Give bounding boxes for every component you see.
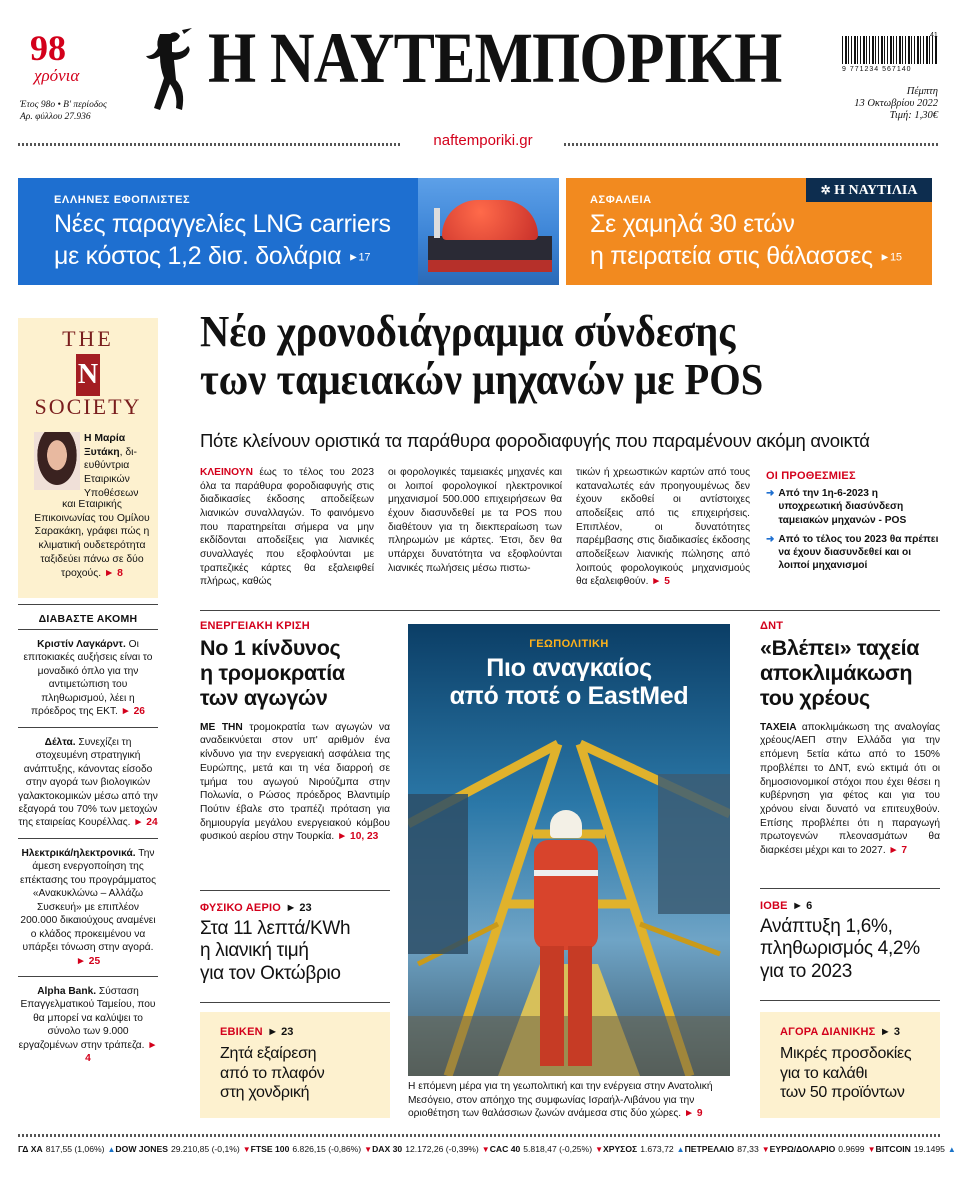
dnt-lead: ΤΑΧΕΙΑ <box>760 721 797 733</box>
triangle-down-icon: ▼ <box>595 1144 603 1154</box>
worker-figure-icon <box>526 810 606 1076</box>
eviken-story <box>200 1012 390 1118</box>
energy-lead: ΜΕ ΤΗΝ <box>200 721 243 733</box>
ticker-name: BITCOIN <box>875 1144 911 1154</box>
issue-number: Αρ. φύλλου 27.936 <box>20 112 91 122</box>
masthead <box>0 0 960 149</box>
read-more-lead: Ηλεκτρικά/ηλεκτρονικά. <box>21 847 136 859</box>
barcode-icon <box>842 36 938 64</box>
issue-day: Πέμπτη <box>906 86 938 97</box>
lead-col2-text: οι φορολογικές ταμειακές μηχανές και οι λοιποί φορολογικοί ηλεκτρονικοί μηχανισμοί 500.000 επιχειρήσεων θα έχουν διασυνδεθεί με τα POS που διαθέτουν για τη διεκπεραίωση των πληρωμών με κάρτες. Έτσι, δεν θα υπάρχει δυνατότητα να εξοφλούνται λιανικές πωλήσεις μέσω πιστω- <box>388 467 562 574</box>
lead-col1-text: έως το τέλος του 2023 όλα τα παράθυρα φοροδιαφυγής στις διαδικασίες έκδοσης αποδείξεων λιανικών συναλλαγών. Το φαινόμενο που παρατηρείται σήμερα να μην εκδίδονται αποδείξεις για λιανικές συναλλαγές που εξοφλούνται με τραπεζικές κάρτες θα εξαλειφθεί πλήρως, καθώς <box>200 467 374 588</box>
society-text-1: , δι- <box>119 446 137 458</box>
lead-column-3 <box>576 466 750 589</box>
banner-left-kicker: ΕΛΛΗΝΕΣ ΕΦΟΠΛΙΣΤΕΣ <box>54 194 191 206</box>
retail-headline-line1: Μικρές προσδοκίες <box>780 1045 912 1062</box>
dnt-story <box>760 620 940 858</box>
shipping-badge-label: Η ΝΑΥΤΙΛΙΑ <box>834 183 918 198</box>
ticker-value: 1.673,72 <box>640 1144 674 1154</box>
website-link[interactable]: naftemporiki.gr <box>408 132 558 149</box>
society-text-2: ευθύντρια <box>84 460 130 472</box>
read-more-page: ► 25 <box>75 955 101 967</box>
society-text-top <box>84 432 156 501</box>
banner-right-kicker: ΑΣΦΑΛΕΙΑ <box>590 194 652 206</box>
eviken-kicker: ΕΒΙΚΕΝ <box>220 1026 263 1038</box>
read-more-page: ► 24 <box>133 817 158 829</box>
anniversary-word: χρόνια <box>34 66 80 85</box>
dnt-headline-line3: του χρέους <box>760 685 870 710</box>
read-more-lead: Alpha Bank. <box>37 985 97 997</box>
energy-headline <box>200 636 390 711</box>
dnt-text: αποκλιμάκωση της αναλογίας χρέους/ΑΕΠ στην Ελλάδα για την επόμενη 5ετία κάτω από το 150% προβλέπει το ΔΝΤ, ενώ εκτιμά ότι οι δημοσιονομικοί στόχοι που έχει θέσει η κυβέρνηση για φέτος και για του χρόνου είναι δυνατό να επιτευχθούν. Επίσης προβλέπει ότι η παραγωγή πρωτογενών πλεονασμάτων θα διαρκέσει μέχρι και το 2027. <box>760 721 940 856</box>
gas-headline-line1: Στα 11 λεπτά/KWh <box>200 918 351 939</box>
issue-year: Έτος 98ο • Β' περίοδος <box>20 100 107 110</box>
ticker-item <box>18 1144 115 1154</box>
ticker-name: DOW JONES <box>115 1144 168 1154</box>
eviken-headline-line1: Ζητά εξαίρεση <box>220 1045 317 1062</box>
energy-headline-line2: η τρομοκρατία <box>200 660 345 685</box>
energy-divider <box>200 890 390 891</box>
photo-caption-text: Η επόμενη μέρα για τη γεωπολιτική και την ενέργεια στην Ανατολική Μεσόγειο, στον απόηχο της συμφωνίας Ισραήλ-Λιβάνου για την οριοθέτηση των θαλάσσιων ζωνών ανάμεσα στις δύο χώρες. <box>408 1081 713 1120</box>
banner-right-line2-text: η πειρατεία στις θάλασσες <box>590 242 873 270</box>
read-more-item[interactable] <box>18 847 158 968</box>
read-more-text: Συνεχίζει τη στοχευμένη στρατηγική ανάπτυξης, κάνοντας είσοδο στην αγορά των βιολογικών γαλακτοκομικών μέσω από την εξαγορά του 70% των μετοχών της εταιρείας Κουρέλλας. <box>18 736 158 829</box>
iobe-story <box>760 896 940 983</box>
ticker-value: 5.818,47 (-0,25%) <box>523 1144 593 1154</box>
triangle-up-icon: ▲ <box>947 1144 956 1154</box>
barcode-number: 9 771234 567140 <box>842 66 912 73</box>
dnt-kicker: ΔΝΤ <box>760 620 784 632</box>
ticker-name: FTSE 100 <box>250 1144 290 1154</box>
ticker-value: 817,55 (1,06%) <box>45 1144 105 1154</box>
read-more-heading: ΔΙΑΒΑΣΤΕ ΑΚΟΜΗ <box>38 613 138 625</box>
retail-story <box>760 1012 940 1118</box>
ticker-value: 87,33 <box>737 1144 759 1154</box>
society-logo-bottom: SOCIETY <box>34 394 142 419</box>
ticker-item <box>876 1144 956 1154</box>
deadlines-box <box>766 470 940 579</box>
energy-story <box>200 620 390 844</box>
society-logo-letter: N <box>76 354 100 396</box>
gas-kicker-row <box>200 898 390 916</box>
triangle-down-icon: ▼ <box>481 1144 490 1154</box>
society-logo-top: THE <box>62 326 114 351</box>
ticker-item <box>251 1144 372 1154</box>
banner-left-page: ►17 <box>347 251 371 264</box>
ticker-name: ΠΕΤΡΕΛΑΙΟ <box>684 1144 735 1154</box>
read-more-page: ► 4 <box>85 1039 158 1065</box>
masthead-divider-left <box>18 143 402 146</box>
photo-headline-line1: Πιο αναγκαίος <box>486 654 652 682</box>
photo-page: ► 9 <box>683 1108 703 1120</box>
society-page: ► 8 <box>103 567 123 579</box>
arrow-icon: ➜ <box>766 488 775 499</box>
lead-divider <box>200 610 940 611</box>
society-column <box>18 318 158 598</box>
dnt-body <box>760 721 940 858</box>
author-avatar <box>34 432 80 490</box>
iobe-page: ► 6 <box>792 900 813 912</box>
iobe-headline-line1: Ανάπτυξη 1,6%, <box>760 916 893 937</box>
dnt-page: ► 7 <box>888 844 908 856</box>
deadline-text: Από το τέλος του 2023 θα πρέπει να έχουν διασυνδεθεί και οι λοιποί μηχανισμοί <box>778 533 939 572</box>
gas-story <box>200 898 390 985</box>
society-text-rest: και Εταιρικής Επικοινωνίας του Ομίλου Σαρακάκη, γράφει πώς η κλιματική ουδετερότητα ταξιδεύει πάνω σε δύο τροχούς. <box>34 499 150 579</box>
energy-body <box>200 721 390 844</box>
gas-headline-line3: για τον Οκτώβριο <box>200 962 341 984</box>
lead-column-2 <box>388 466 562 575</box>
read-more-divider <box>18 727 158 728</box>
iobe-headline-line2: πληθωρισμός 4,2% <box>760 938 920 960</box>
iobe-kicker: ΙΟΒΕ <box>760 900 788 912</box>
lead-column-1 <box>200 466 374 589</box>
eviken-kicker-row <box>220 1022 390 1040</box>
photo-caption <box>408 1080 730 1121</box>
banner-right-page: ►15 <box>879 251 902 264</box>
ticker-name: ΧΡΥΣΟΣ <box>602 1144 638 1154</box>
photo-headline <box>408 654 730 710</box>
triangle-up-icon: ▲ <box>676 1144 685 1154</box>
gas-headline-line2: η λιανική τιμή <box>200 940 309 962</box>
read-more-lead: Δέλτα. <box>44 736 76 748</box>
energy-text: τρομοκρατία των αγωγών να αναδεικνύεται στον υπ' αριθμόν ένα κίνδυνο για την ενεργειακή ασφάλεια της Ευρώπης, μετά και τη νέα διαρροή σε τμήμα του αγωγού Νιρούζμπα στην Πολωνία, ο Ρώσος πρόεδρος Βλαντιμίρ Πούτιν έβαλε στο τραπέζι πρόταση για δημιουργία μεγάλου ενεργειακού κόμβου φυσικού αερίου στην Τουρκία. <box>200 721 390 843</box>
lng-ship-image <box>418 178 559 285</box>
retail-kicker: ΑΓΟΡΑ ΔΙΑΝΙΚΗΣ <box>780 1026 876 1038</box>
gas-page: ► 23 <box>285 902 312 914</box>
lead-col1-lead: ΚΛΕΙΝΟΥΝ <box>200 467 253 478</box>
banner-shipowners[interactable] <box>18 178 559 285</box>
triangle-down-icon: ▼ <box>364 1144 373 1154</box>
read-more-text: Την άμεση ενεργοποίηση της επέκτασης του προγράμματος «Ανακυκλώνω – Αλλάζω Συσκευή» με επιπλέον 200.000 δικαιούχους αναμένει ο κλάδος προκειμένου να υπάρξει τόνωση στην αγορά. <box>20 847 156 954</box>
ticker-name: CAC 40 <box>489 1144 521 1154</box>
ticker-item <box>490 1144 603 1154</box>
ticker-item <box>115 1144 250 1154</box>
eastmed-photo[interactable] <box>408 624 730 1076</box>
society-text-3: Εταιρικών <box>84 474 130 486</box>
read-more-lead: Κριστίν Λαγκάρντ. <box>37 639 126 650</box>
dnt-headline-line1: «Βλέπει» ταχεία <box>760 636 920 660</box>
ticker-value: 19.1495 <box>913 1144 945 1154</box>
energy-headline-line3: των αγωγών <box>200 685 328 710</box>
ticker-item <box>770 1144 876 1154</box>
dnt-divider <box>760 888 940 889</box>
dnt-headline <box>760 636 940 711</box>
ticker-name: ΓΔ ΧΑ <box>18 1144 43 1154</box>
deadline-item <box>766 533 940 573</box>
iobe-headline <box>760 916 940 983</box>
read-more-item[interactable] <box>18 638 158 719</box>
triangle-up-icon: ▲ <box>107 1144 116 1154</box>
iobe-headline-line3: για το 2023 <box>760 960 853 982</box>
retail-kicker-row <box>780 1022 940 1040</box>
gas-kicker: ΦΥΣΙΚΟ ΑΕΡΙΟ <box>200 902 281 914</box>
deadlines-heading: ΟΙ ΠΡΟΘΕΣΜΙΕΣ <box>766 470 856 482</box>
gas-divider <box>200 1002 390 1003</box>
banner-left-line2-text: με κόστος 1,2 δισ. δολάρια <box>54 242 342 270</box>
ticker-value: 29.210,85 (-0,1%) <box>170 1144 240 1154</box>
gas-headline <box>200 918 390 985</box>
ticker-value: 12.172,26 (-0,39%) <box>405 1144 479 1154</box>
banner-right-line2 <box>590 242 902 271</box>
retail-headline-line3: των 50 προϊόντων <box>780 1084 905 1102</box>
read-more-text: Οι επιτοκιακές αυξήσεις είναι το μοναδικό όπλο για την αντιμετώπιση του πληθωρισμού, λέει η πρόεδρος της ΕΚΤ. <box>23 639 153 718</box>
energy-kicker: ΕΝΕΡΓΕΙΑΚΗ ΚΡΙΣΗ <box>200 620 310 632</box>
lead-headline-line1: Νέο χρονοδιάγραμμα σύνδεσης <box>200 307 736 356</box>
deadline-item <box>766 487 940 527</box>
iobe-kicker-row <box>760 896 940 914</box>
dnt-headline-line2: αποκλιμάκωση <box>760 660 913 685</box>
banner-left-line1: Νέες παραγγελίες LNG carriers <box>54 210 391 238</box>
arrow-icon: ➜ <box>766 533 775 545</box>
triangle-down-icon: ▼ <box>867 1144 876 1154</box>
read-more-divider <box>18 838 158 839</box>
ticker-item <box>603 1144 685 1154</box>
ticker-value: 6.826,15 (-0,86%) <box>292 1144 362 1154</box>
issue-date: 13 Οκτωβρίου 2022 <box>854 98 938 109</box>
deadlines-list <box>766 487 940 573</box>
photo-kicker: ΓΕΩΠΟΛΙΤΙΚΗ <box>529 638 609 650</box>
deadline-text: Από την 1η-6-2023 η υποχρεωτική διασύνδεση ταμειακών μηχανών - POS <box>778 488 907 526</box>
anniversary-number: 98 <box>30 28 66 68</box>
read-more-section <box>18 604 158 1074</box>
triangle-down-icon: ▼ <box>761 1144 770 1154</box>
barcode-issue: 41 <box>930 32 938 39</box>
ticker-name: DAX 30 <box>372 1144 403 1154</box>
ticker-name: ΕΥΡΩ/ΔΟΛΑΡΙΟ <box>769 1144 836 1154</box>
read-more-text: Σύσταση Επαγγελματικού Ταμείου, που θα μπορεί να καλύψει το σύνολο των 9.000 εργαζομένων στην τράπεζα. <box>18 985 156 1051</box>
retail-headline <box>780 1044 940 1103</box>
society-text-bottom <box>34 498 150 580</box>
photo-headline-line2: από ποτέ ο EastMed <box>449 682 689 710</box>
ticker-item <box>685 1144 770 1154</box>
eviken-headline-line3: στη χονδρική <box>220 1084 310 1102</box>
hermes-logo-icon <box>140 26 200 126</box>
ticker-value: 0.9699 <box>838 1144 865 1154</box>
shipping-badge <box>806 178 932 202</box>
read-more-page: ► 26 <box>120 706 145 718</box>
market-ticker <box>18 1141 956 1157</box>
newspaper-title: Η ΝΑΥΤΕΜΠΟΡΙΚΗ <box>208 18 782 98</box>
energy-page: ► 10, 23 <box>337 831 379 843</box>
lead-headline-line2: των ταμειακών μηχανών με POS <box>200 354 764 404</box>
read-more-divider <box>18 976 158 977</box>
banner-right-line1: Σε χαμηλά 30 ετών <box>590 210 795 238</box>
issue-price: Τιμή: 1,30€ <box>889 110 938 121</box>
masthead-divider-right <box>564 143 940 146</box>
banner-left-line2 <box>54 242 370 271</box>
read-more-item[interactable] <box>18 736 158 830</box>
ticker-top-rule <box>18 1134 940 1137</box>
triangle-down-icon: ▼ <box>242 1144 251 1154</box>
lead-col3-text: τικών ή χρεωστικών καρτών από τους καταναλωτές εάν προηγουμένως δεν έχουν εκδοθεί οι αντίστοιχες αποδείξεις από τις επιχειρήσεις. Επιπλέον, οι δυνατότητες παρέμβασης στις διαδικασίες έκδοσης αποδείξεων λιανικής πώλησης από λοιπούς φορολογικούς μηχανισμούς θα εξαλειφθούν. <box>576 467 750 588</box>
lead-page: ► 5 <box>651 576 670 588</box>
read-more-item[interactable] <box>18 985 158 1066</box>
read-more-list <box>18 638 158 1066</box>
banner-piracy[interactable] <box>566 178 932 285</box>
retail-headline-line2: για το καλάθι <box>780 1064 868 1082</box>
retail-page: ► 3 <box>879 1026 900 1038</box>
society-text-4: Υποθέσεων <box>84 487 139 499</box>
author-name: Η Μαρία Ξυτάκη <box>84 433 126 458</box>
iobe-divider <box>760 1000 940 1001</box>
eviken-headline <box>220 1044 390 1103</box>
ticker-item <box>372 1144 490 1154</box>
eviken-headline-line2: από το πλαφόν <box>220 1064 325 1082</box>
lead-headline <box>200 308 940 403</box>
helm-icon: ✲ <box>820 183 831 197</box>
energy-headline-line1: Νο 1 κίνδυνος <box>200 636 341 660</box>
lead-subhead: Πότε κλείνουν οριστικά τα παράθυρα φοροδιαφυγής που παραμένουν ακόμη ανοικτά <box>200 430 870 451</box>
eviken-page: ► 23 <box>267 1026 294 1038</box>
